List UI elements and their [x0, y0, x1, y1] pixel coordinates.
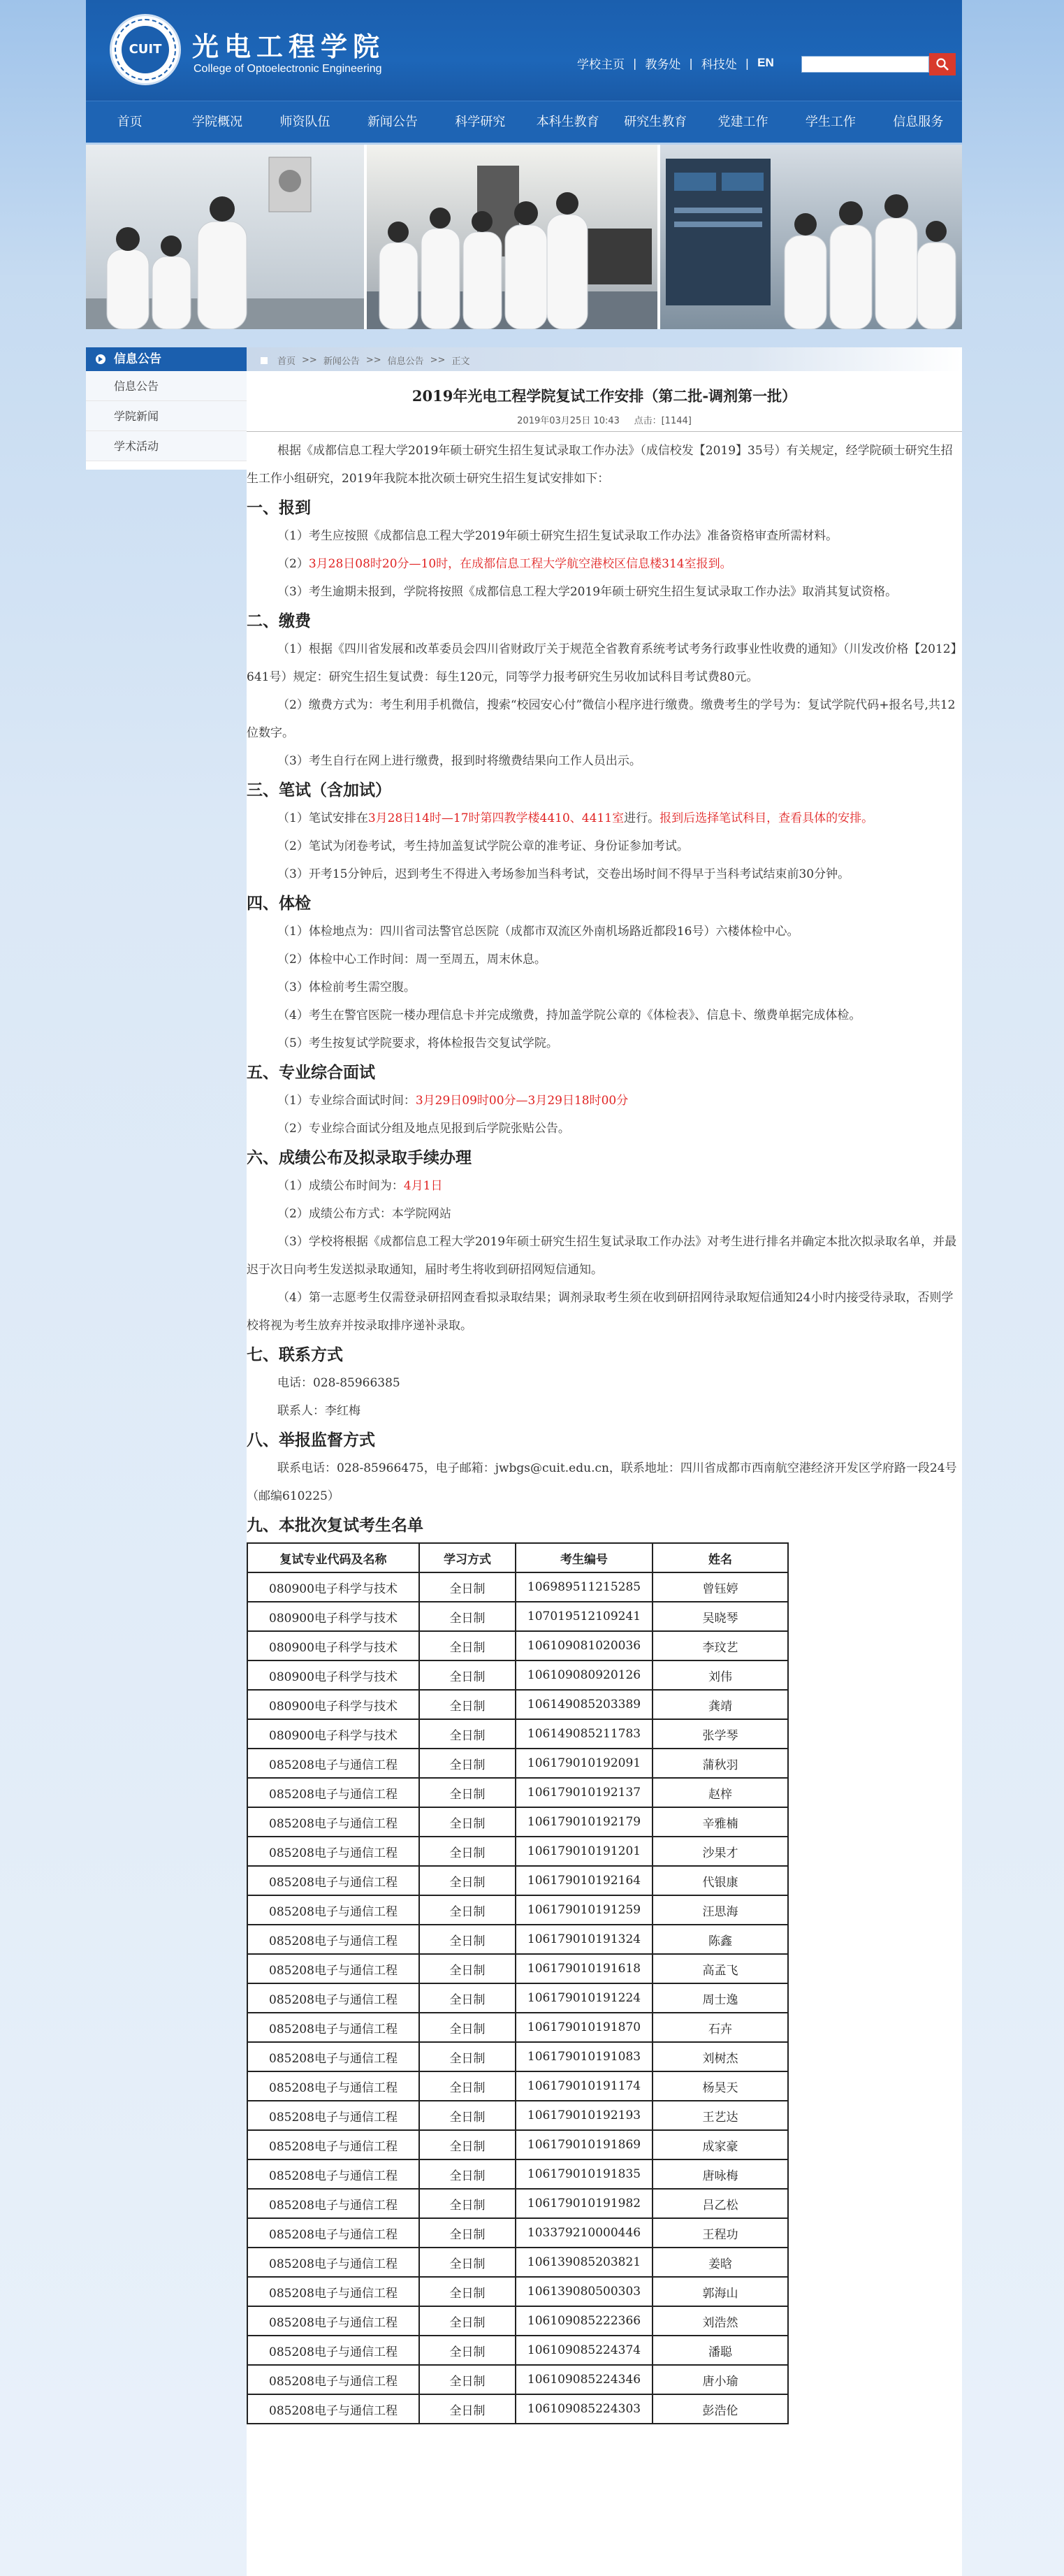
paragraph: [247, 1087, 962, 1115]
views-count: [1144]: [661, 416, 692, 426]
name-cell: 蒲秋羽: [653, 1749, 788, 1778]
name-cell: 张学琴: [653, 1719, 788, 1749]
table-row: [247, 1895, 788, 1925]
breadcrumb-separator: >>: [365, 355, 381, 366]
breadcrumb-bar: [247, 347, 962, 371]
highlight-text: 3月28日14时—17时第四教学楼4410、4411室: [367, 811, 625, 825]
study-mode-cell: 全日制: [419, 1602, 516, 1631]
text: （1）专业综合面试时间：: [277, 1094, 416, 1108]
table-row: [247, 2306, 788, 2336]
table-row: [247, 2277, 788, 2306]
lab-photo: [86, 145, 962, 329]
study-mode-cell: 全日制: [419, 1983, 516, 2013]
nav-news[interactable]: 新闻公告: [367, 115, 418, 129]
link-english[interactable]: EN: [757, 56, 774, 69]
study-mode-cell: 全日制: [419, 2306, 516, 2336]
candidate-id-cell: 106109085222366: [516, 2306, 653, 2336]
section-heading: 四、体检: [247, 894, 311, 913]
link-academic-affairs[interactable]: 教务处: [645, 57, 681, 72]
table-row: [247, 1572, 788, 1602]
name-cell: 代银康: [653, 1866, 788, 1895]
major-cell: 085208电子与通信工程: [247, 2336, 419, 2365]
name-cell: 姜晗: [653, 2248, 788, 2277]
candidate-id-cell: 106179010191083: [516, 2042, 653, 2071]
candidate-id-cell: 106179010191869: [516, 2130, 653, 2159]
candidate-id-cell: 106149085211783: [516, 1719, 653, 1749]
candidate-table: [247, 1542, 789, 2424]
candidate-id-cell: 106179010191835: [516, 2159, 653, 2189]
major-cell: 080900电子科学与技术: [247, 1719, 419, 1749]
name-cell: 王艺达: [653, 2101, 788, 2130]
study-mode-cell: 全日制: [419, 2277, 516, 2306]
name-cell: 刘浩然: [653, 2306, 788, 2336]
candidate-id-cell: 106109085224374: [516, 2336, 653, 2365]
paragraph: （3）考生逾期未报到，学院将按照《成都信息工程大学2019年硕士研究生招生复试录取工作办法》取消其复试资格。: [277, 585, 898, 599]
sidebar-item-college-news[interactable]: 学院新闻: [86, 401, 247, 431]
candidate-id-cell: 106179010192193: [516, 2101, 653, 2130]
study-mode-cell: 全日制: [419, 2071, 516, 2101]
major-cell: 085208电子与通信工程: [247, 2189, 419, 2218]
study-mode-cell: 全日制: [419, 2101, 516, 2130]
name-cell: 王程功: [653, 2218, 788, 2248]
name-cell: 高孟飞: [653, 1954, 788, 1983]
table-row: [247, 2189, 788, 2218]
nav-student[interactable]: 学生工作: [805, 115, 856, 129]
paragraph: （2）专业综合面试分组及地点见报到后学院张贴公告。: [277, 1122, 570, 1136]
name-cell: 刘伟: [653, 1660, 788, 1690]
breadcrumb: [261, 354, 469, 367]
paragraph: （4）考生在警官医院一楼办理信息卡并完成缴费，持加盖学院公章的《体检表》、信息卡、缴费单据完成体检。: [277, 1008, 861, 1022]
section-heading: 二、缴费: [247, 612, 311, 630]
breadcrumb-news[interactable]: 新闻公告: [323, 356, 360, 367]
column-header: 学习方式: [419, 1543, 516, 1572]
table-row: [247, 2130, 788, 2159]
major-cell: 085208电子与通信工程: [247, 2159, 419, 2189]
text: 进行。: [624, 811, 660, 825]
sidebar-title: [86, 347, 247, 371]
major-cell: 085208电子与通信工程: [247, 2365, 419, 2394]
divider: [247, 431, 962, 432]
highlight-text: 3月28日08时20分—10时，在成都信息工程大学航空港校区信息楼314室报到。: [308, 557, 732, 571]
separator: |: [745, 56, 750, 70]
paragraph: （2）体检中心工作时间：周一至周五，周末休息。: [277, 953, 546, 967]
candidate-id-cell: 106109085224303: [516, 2394, 653, 2424]
candidate-id-cell: 106179010191174: [516, 2071, 653, 2101]
nav-info-service[interactable]: 信息服务: [893, 115, 944, 129]
sidebar: [86, 347, 247, 470]
major-cell: 085208电子与通信工程: [247, 1837, 419, 1866]
highlight-text: 4月1日: [403, 1179, 443, 1193]
logo-badge: CUIT: [122, 26, 169, 73]
report-contact: 联系电话：028-85966475，电子邮箱：jwbgs@cuit.edu.cn，联系地址：四川省成都市西南航空港经济开发区学府路一段24号（邮编610225）: [247, 1461, 957, 1503]
table-row: [247, 1749, 788, 1778]
sidebar-item-notices[interactable]: 信息公告: [86, 371, 247, 401]
table-row: [247, 1719, 788, 1749]
top-links: [577, 55, 774, 71]
study-mode-cell: 全日制: [419, 2013, 516, 2042]
breadcrumb-separator: >>: [430, 355, 446, 366]
study-mode-cell: 全日制: [419, 1778, 516, 1807]
table-row: [247, 1690, 788, 1719]
table-row: [247, 1983, 788, 2013]
paragraph: [247, 550, 962, 578]
table-row: [247, 1925, 788, 1954]
study-mode-cell: 全日制: [419, 2159, 516, 2189]
name-cell: 彭浩伦: [653, 2394, 788, 2424]
major-cell: 085208电子与通信工程: [247, 2277, 419, 2306]
name-cell: 曾钰婷: [653, 1572, 788, 1602]
candidate-id-cell: 103379210000446: [516, 2218, 653, 2248]
study-mode-cell: 全日制: [419, 2248, 516, 2277]
section-heading: 三、笔试（含加试）: [247, 781, 391, 799]
sidebar-item-academic-events[interactable]: 学术活动: [86, 431, 247, 461]
sidebar-title-label: 信息公告: [114, 352, 161, 366]
table-row: [247, 2218, 788, 2248]
column-header: 考生编号: [516, 1543, 653, 1572]
major-cell: 085208电子与通信工程: [247, 2101, 419, 2130]
table-row: [247, 1602, 788, 1631]
candidate-id-cell: 106179010191201: [516, 1837, 653, 1866]
major-cell: 085208电子与通信工程: [247, 1925, 419, 1954]
candidate-id-cell: 106109080920126: [516, 1660, 653, 1690]
study-mode-cell: 全日制: [419, 1719, 516, 1749]
search-button[interactable]: [929, 53, 956, 75]
nav-faculty[interactable]: 师资队伍: [279, 115, 330, 129]
candidate-id-cell: 106109085224346: [516, 2365, 653, 2394]
name-cell: 周士逸: [653, 1983, 788, 2013]
major-cell: 085208电子与通信工程: [247, 2218, 419, 2248]
candidate-id-cell: 106139085203821: [516, 2248, 653, 2277]
separator: |: [689, 56, 693, 70]
table-row: [247, 2101, 788, 2130]
study-mode-cell: 全日制: [419, 2218, 516, 2248]
table-row: [247, 2159, 788, 2189]
paragraph: （1）考生应按照《成都信息工程大学2019年硕士研究生招生复试录取工作办法》准备资格审查所需材料。: [277, 529, 838, 543]
section-heading: 九、本批次复试考生名单: [247, 1516, 423, 1535]
candidate-id-cell: 106179010192179: [516, 1807, 653, 1837]
paragraph: [247, 804, 962, 832]
candidate-id-cell: 106179010192091: [516, 1749, 653, 1778]
highlight-text: 3月29日09时00分—3月29日18时00分: [415, 1094, 629, 1108]
nav-research[interactable]: 科学研究: [455, 115, 506, 129]
table-body: [247, 1572, 788, 2424]
name-cell: 郭海山: [653, 2277, 788, 2306]
college-name-cn: 光电工程学院: [192, 31, 386, 62]
name-cell: 辛雅楠: [653, 1807, 788, 1837]
study-mode-cell: 全日制: [419, 2042, 516, 2071]
link-research-office[interactable]: 科技处: [701, 57, 737, 72]
site-header: [86, 0, 962, 101]
column-header: 复试专业代码及名称: [247, 1543, 419, 1572]
text: （1）笔试安排在: [277, 811, 368, 825]
major-cell: 085208电子与通信工程: [247, 2394, 419, 2424]
table-row: [247, 1631, 788, 1660]
major-cell: 080900电子科学与技术: [247, 1572, 419, 1602]
study-mode-cell: 全日制: [419, 1954, 516, 1983]
views-label: 点击：: [634, 416, 662, 426]
name-cell: 成家豪: [653, 2130, 788, 2159]
nav-graduate[interactable]: 研究生教育: [624, 115, 687, 129]
link-school-home[interactable]: 学校主页: [577, 57, 625, 72]
study-mode-cell: 全日制: [419, 1631, 516, 1660]
college-name-en: College of Optoelectronic Engineering: [194, 63, 382, 75]
name-cell: 汪思海: [653, 1895, 788, 1925]
major-cell: 085208电子与通信工程: [247, 2013, 419, 2042]
breadcrumb-home[interactable]: 首页: [277, 356, 296, 367]
major-cell: 085208电子与通信工程: [247, 1895, 419, 1925]
column-header: 姓名: [653, 1543, 788, 1572]
main-nav: [86, 101, 962, 143]
candidate-id-cell: 106139080500303: [516, 2277, 653, 2306]
candidate-id-cell: 106179010192137: [516, 1778, 653, 1807]
table-row: [247, 1778, 788, 1807]
study-mode-cell: 全日制: [419, 2336, 516, 2365]
highlight-text: 报到后选择笔试科目，查看具体的安排。: [659, 811, 874, 825]
page: [86, 0, 962, 2576]
banner-image: [86, 145, 962, 329]
name-cell: 杨昊天: [653, 2071, 788, 2101]
intro-paragraph: 根据《成都信息工程大学2019年硕士研究生招生复试录取工作办法》（成信校发【2019】35号）有关规定，经学院硕士研究生招生工作小组研究，2019年我院本批次硕士研究生招生复试安排如下：: [247, 444, 953, 486]
candidate-id-cell: 106989511215285: [516, 1572, 653, 1602]
arrow-circle-icon: [96, 354, 105, 364]
paragraph: （3）学校将根据《成都信息工程大学2019年硕士研究生招生复试录取工作办法》对考生进行排名并确定本批次拟录取名单，并最迟于次日向考生发送拟录取通知，届时考生将收到研招网短信通知。: [247, 1235, 957, 1277]
candidate-id-cell: 106179010191870: [516, 2013, 653, 2042]
candidate-id-cell: 106109081020036: [516, 1631, 653, 1660]
study-mode-cell: 全日制: [419, 1749, 516, 1778]
table-row: [247, 2336, 788, 2365]
separator: |: [633, 56, 637, 70]
nav-home[interactable]: 首页: [117, 115, 143, 129]
table-header-row: [247, 1543, 788, 1572]
search-icon: [935, 57, 949, 71]
name-cell: 赵梓: [653, 1778, 788, 1807]
candidate-id-cell: 106149085203389: [516, 1690, 653, 1719]
home-square-icon: [261, 357, 268, 364]
name-cell: 唐咏梅: [653, 2159, 788, 2189]
name-cell: 陈鑫: [653, 1925, 788, 1954]
major-cell: 085208电子与通信工程: [247, 1778, 419, 1807]
paragraph: （1）根据《四川省发展和改革委员会四川省财政厅关于规范全省教育系统考试考务行政事业性收费的通知》（川发改价格【2012】641号）规定：研究生招生复试费：每生120元，同等学力报考研究生另收加试科目考试费80元。: [247, 642, 957, 684]
major-cell: 085208电子与通信工程: [247, 2306, 419, 2336]
article-date: 2019年03月25日 10:43: [517, 416, 620, 426]
major-cell: 080900电子科学与技术: [247, 1602, 419, 1631]
name-cell: 石卉: [653, 2013, 788, 2042]
table-row: [247, 1837, 788, 1866]
table-row: [247, 2013, 788, 2042]
study-mode-cell: 全日制: [419, 2189, 516, 2218]
breadcrumb-notices[interactable]: 信息公告: [387, 356, 424, 367]
major-cell: 085208电子与通信工程: [247, 1866, 419, 1895]
contact-phone: 电话：028-85966385: [277, 1376, 400, 1390]
study-mode-cell: 全日制: [419, 1807, 516, 1837]
nav-about[interactable]: 学院概况: [192, 115, 243, 129]
table-row: [247, 2042, 788, 2071]
major-cell: 080900电子科学与技术: [247, 1690, 419, 1719]
table-row: [247, 2365, 788, 2394]
paragraph: （2）成绩公布方式：本学院网站: [277, 1207, 451, 1221]
section-heading: 六、成绩公布及拟录取手续办理: [247, 1148, 472, 1167]
college-logo[interactable]: [110, 14, 181, 85]
name-cell: 吴晓琴: [653, 1602, 788, 1631]
contact-person: 联系人：李红梅: [277, 1404, 360, 1418]
name-cell: 潘聪: [653, 2336, 788, 2365]
major-cell: 085208电子与通信工程: [247, 2042, 419, 2071]
candidate-id-cell: 106179010191224: [516, 1983, 653, 2013]
article-meta: [247, 413, 962, 426]
article-body: [247, 437, 962, 2424]
study-mode-cell: 全日制: [419, 2365, 516, 2394]
table-row: [247, 2071, 788, 2101]
name-cell: 刘树杰: [653, 2042, 788, 2071]
section-heading: 八、举报监督方式: [247, 1431, 375, 1449]
name-cell: 吕乙松: [653, 2189, 788, 2218]
major-cell: 085208电子与通信工程: [247, 1749, 419, 1778]
study-mode-cell: 全日制: [419, 1660, 516, 1690]
breadcrumb-current: 正文: [451, 356, 470, 367]
candidate-id-cell: 106179010192164: [516, 1866, 653, 1895]
study-mode-cell: 全日制: [419, 1837, 516, 1866]
table-row: [247, 1807, 788, 1837]
paragraph: （2）缴费方式为：考生利用手机微信，搜索“校园安心付”微信小程序进行缴费。缴费考生的学号为：复试学院代码+报名号,共12位数字。: [247, 698, 956, 740]
candidate-id-cell: 106179010191324: [516, 1925, 653, 1954]
paragraph: （4）第一志愿考生仅需登录研招网查看拟录取结果；调剂录取考生须在收到研招网待录取短信通知24小时内接受待录取，否则学校将视为考生放弃并按录取排序递补录取。: [247, 1291, 954, 1333]
paragraph: （3）考生自行在网上进行缴费，报到时将缴费结果向工作人员出示。: [277, 754, 641, 768]
major-cell: 080900电子科学与技术: [247, 1660, 419, 1690]
study-mode-cell: 全日制: [419, 2394, 516, 2424]
study-mode-cell: 全日制: [419, 2130, 516, 2159]
search-input[interactable]: [801, 56, 929, 73]
breadcrumb-separator: >>: [302, 355, 317, 366]
section-heading: 七、联系方式: [247, 1345, 343, 1364]
study-mode-cell: 全日制: [419, 1925, 516, 1954]
text: （1）成绩公布时间为：: [277, 1179, 404, 1193]
paragraph: （3）开考15分钟后，迟到考生不得进入考场参加当科考试，交卷出场时间不得早于当科考试结束前30分钟。: [277, 867, 850, 881]
major-cell: 085208电子与通信工程: [247, 1983, 419, 2013]
paragraph: （3）体检前考生需空腹。: [277, 981, 416, 994]
candidate-id-cell: 107019512109241: [516, 1602, 653, 1631]
section-heading: 一、报到: [247, 498, 311, 517]
major-cell: 080900电子科学与技术: [247, 1631, 419, 1660]
major-cell: 085208电子与通信工程: [247, 1954, 419, 1983]
main-content: [247, 347, 962, 2576]
paragraph: （2）笔试为闭卷考试，考生持加盖复试学院公章的准考证、身份证参加考试。: [277, 839, 689, 853]
major-cell: 085208电子与通信工程: [247, 2130, 419, 2159]
paragraph-number: （2）: [277, 557, 309, 571]
table-row: [247, 1660, 788, 1690]
name-cell: 龚靖: [653, 1690, 788, 1719]
table-row: [247, 1954, 788, 1983]
study-mode-cell: 全日制: [419, 1895, 516, 1925]
candidate-id-cell: 106179010191982: [516, 2189, 653, 2218]
candidate-id-cell: 106179010191618: [516, 1954, 653, 1983]
name-cell: 李玟艺: [653, 1631, 788, 1660]
study-mode-cell: 全日制: [419, 1690, 516, 1719]
nav-undergrad[interactable]: 本科生教育: [536, 115, 599, 129]
table-row: [247, 1866, 788, 1895]
section-heading: 五、专业综合面试: [247, 1063, 375, 1082]
paragraph: （5）考生按复试学院要求，将体检报告交复试学院。: [277, 1036, 558, 1050]
major-cell: 085208电子与通信工程: [247, 1807, 419, 1837]
paragraph: [247, 1172, 962, 1200]
major-cell: 085208电子与通信工程: [247, 2248, 419, 2277]
table-row: [247, 2394, 788, 2424]
candidate-id-cell: 106179010191259: [516, 1895, 653, 1925]
study-mode-cell: 全日制: [419, 1572, 516, 1602]
paragraph: （1）体检地点为：四川省司法警官总医院（成都市双流区外南机场路近都段16号）六楼体检中心。: [277, 925, 799, 939]
article-title: 2019年光电工程学院复试工作安排（第二批-调剂第一批）: [411, 387, 797, 405]
name-cell: 沙果才: [653, 1837, 788, 1866]
major-cell: 085208电子与通信工程: [247, 2071, 419, 2101]
nav-party[interactable]: 党建工作: [717, 115, 768, 129]
name-cell: 唐小瑜: [653, 2365, 788, 2394]
study-mode-cell: 全日制: [419, 1866, 516, 1895]
table-row: [247, 2248, 788, 2277]
